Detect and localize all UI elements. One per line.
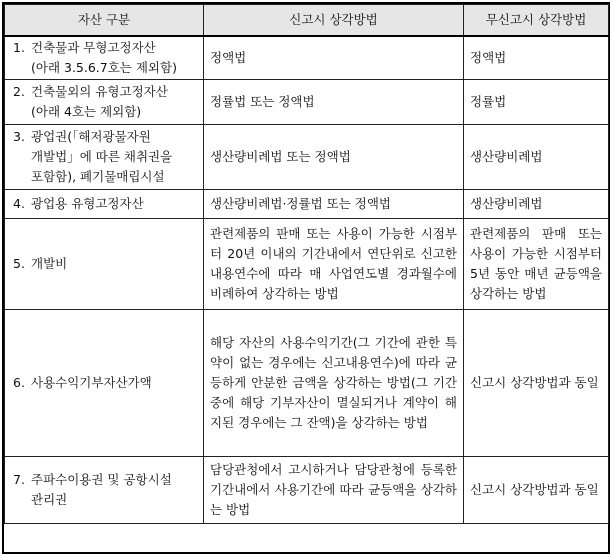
table-row bbox=[5, 36, 609, 80]
reported-method-cell: 생산량비례법 또는 정액법 bbox=[204, 125, 464, 190]
unreported-method-cell: 신고시 상각방법과 동일 bbox=[464, 310, 609, 457]
table-row bbox=[5, 80, 609, 125]
reported-method-cell: 정액법 bbox=[204, 36, 464, 80]
category-line: 개발법」에 따른 채취권을 bbox=[31, 149, 173, 164]
asset-category-cell bbox=[5, 310, 204, 457]
unreported-method-cell: 생산량비례법 bbox=[464, 190, 609, 219]
asset-category-cell bbox=[5, 457, 204, 524]
row-number: 6. bbox=[13, 375, 25, 390]
depreciation-method-table bbox=[4, 4, 609, 524]
unreported-method-cell: 정액법 bbox=[464, 36, 609, 80]
category-line: 주파수이용권 및 공항시설 bbox=[31, 472, 172, 487]
header-row bbox=[5, 5, 609, 37]
asset-category-cell bbox=[5, 190, 204, 219]
reported-method-cell: 정률법 또는 정액법 bbox=[204, 80, 464, 125]
reported-method-cell: 담당관청에서 고시하거나 담당관청에 등록한 기간내에서 사용기간에 따라 균등액을 상각하는 방법 bbox=[204, 457, 464, 524]
row-number: 4. bbox=[13, 196, 25, 211]
unreported-method-cell: 생산량비례법 bbox=[464, 125, 609, 190]
table-row bbox=[5, 310, 609, 457]
category-line: (아래 3.5.6.7호는 제외함) bbox=[31, 60, 177, 75]
category-line: 포함함), 폐기물매립시설 bbox=[31, 169, 165, 184]
header-asset-category: 자산 구분 bbox=[5, 5, 204, 37]
asset-category-cell bbox=[5, 36, 204, 80]
row-number: 3. bbox=[13, 129, 25, 144]
category-line: 광업용 유형고정자산 bbox=[31, 196, 144, 211]
asset-category-cell bbox=[5, 125, 204, 190]
category-line: 개발비 bbox=[31, 256, 68, 271]
table-frame bbox=[2, 2, 610, 554]
category-line: 건축물과 무형고정자산 bbox=[31, 40, 156, 55]
table-row bbox=[5, 190, 609, 219]
row-number: 7. bbox=[13, 472, 25, 487]
category-line: (아래 4호는 제외함) bbox=[31, 104, 142, 119]
row-number: 2. bbox=[13, 84, 25, 99]
reported-method-cell: 생산량비례법·정률법 또는 정액법 bbox=[204, 190, 464, 219]
header-reported-method: 신고시 상각방법 bbox=[204, 5, 464, 37]
category-line: 건축물외의 유형고정자산 bbox=[31, 84, 168, 99]
reported-method-cell: 관련제품의 판매 또는 사용이 가능한 시점부터 20년 이내의 기간내에서 연단위로 신고한 내용연수에 따라 매 사업연도별 경과월수에 비례하여 상각하는 방법 bbox=[204, 219, 464, 310]
row-number: 1. bbox=[13, 40, 25, 55]
asset-category-cell bbox=[5, 80, 204, 125]
category-line: 관리권 bbox=[31, 492, 68, 507]
table-row bbox=[5, 125, 609, 190]
reported-method-cell: 해당 자산의 사용수익기간(그 기간에 관한 특약이 없는 경우에는 신고내용연수)에 따라 균등하게 안분한 금액을 상각하는 방법(그 기간 중에 해당 기부자산이 멸실되거나 계약이 해지된 경우에는 그 잔액)을 상각하는 방법 bbox=[204, 310, 464, 457]
header-unreported-method: 무신고시 상각방법 bbox=[464, 5, 609, 37]
asset-category-cell bbox=[5, 219, 204, 310]
row-number: 5. bbox=[13, 256, 25, 271]
unreported-method-cell: 정률법 bbox=[464, 80, 609, 125]
table-row bbox=[5, 457, 609, 524]
unreported-method-cell: 신고시 상각방법과 동일 bbox=[464, 457, 609, 524]
category-line: 사용수익기부자산가액 bbox=[31, 375, 152, 390]
unreported-method-cell: 관련제품의 판매 또는 사용이 가능한 시점부터 5년 동안 매년 균등액을 상각하는 방법 bbox=[464, 219, 609, 310]
table-row bbox=[5, 219, 609, 310]
category-line: 광업권(「해저광물자원 bbox=[31, 129, 151, 144]
